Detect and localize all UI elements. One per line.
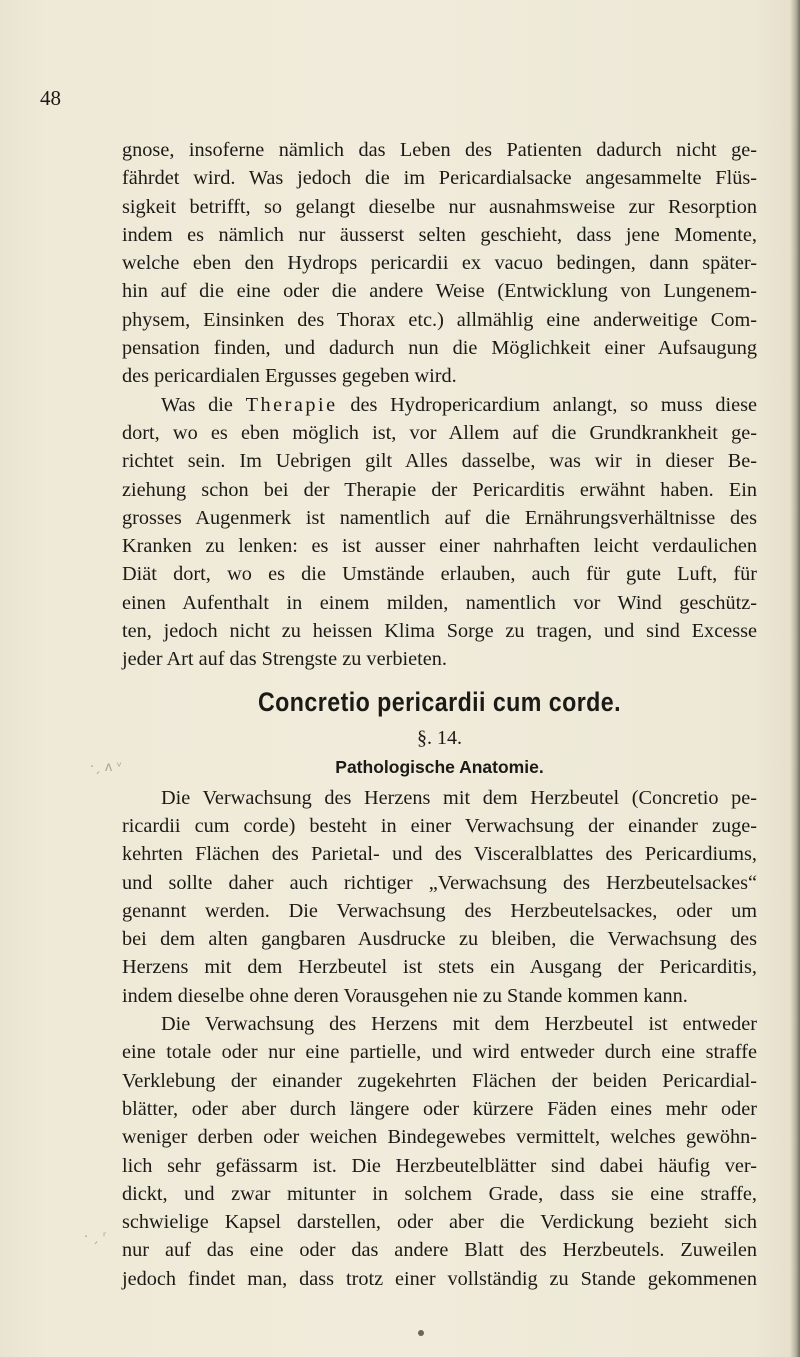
text-line: jedoch findet man, dass trotz einer vollständig zu Stande gekommenen (122, 1267, 757, 1290)
text-line: dickt, und zwar mitunter in solchem Grade, dass sie eine straffe, (122, 1182, 757, 1205)
text-line: Kranken zu lenken: es ist ausser einer nahrhaften leicht verdaulichen (122, 535, 757, 558)
text-line: dort, wo es eben möglich ist, vor Allem auf die Grundkrankheit ge- (122, 421, 757, 444)
margin-scribble: · ˏ ʳ (84, 1230, 107, 1245)
text-line: ten, jedoch nicht zu heissen Klima Sorge zu tragen, und sind Excesse (122, 620, 757, 643)
text-fragment: des Hydropericardium anlangt, so muss diese (337, 393, 757, 416)
subsection-heading: Pathologische Anatomie. (335, 756, 544, 777)
text-line: nur auf das eine oder das andere Blatt des Herzbeutels. Zuweilen (122, 1239, 757, 1262)
emphasized-term: Therapie (245, 393, 338, 416)
text-line: physem, Einsinken des Thorax etc.) allmählig eine anderweitige Com- (122, 308, 757, 331)
text-line: lich sehr gefässarm ist. Die Herzbeutelblätter sind dabei häufig ver- (122, 1154, 757, 1177)
text-line: ziehung schon bei der Therapie der Pericarditis erwähnt haben. Ein (122, 478, 757, 501)
text-line: schwielige Kapsel darstellen, oder aber die Verdickung bezieht sich (122, 1211, 757, 1234)
text-fragment: Was die (161, 393, 246, 416)
paragraph-3 (122, 784, 757, 1010)
section-heading: Concretio pericardii cum corde. (257, 686, 622, 717)
ink-dot (418, 1330, 424, 1336)
text-line: hin auf die eine oder die andere Weise (Entwicklung von Lungenem- (122, 280, 757, 303)
text-line: gnose, insoferne nämlich das Leben des Patienten dadurch nicht ge- (122, 139, 757, 161)
text-line: grosses Augenmerk ist namentlich auf die Ernährungsverhältnisse des (122, 506, 757, 529)
paragraph-4 (122, 1010, 757, 1293)
text-line: jeder Art auf das Strengste zu verbieten. (122, 648, 447, 671)
text-line: fährdet wird. Was jedoch die im Pericardialsacke angesammelte Flüs- (122, 167, 757, 190)
text-line: indem dieselbe ohne deren Vorausgehen nie zu Stande kommen kann. (122, 984, 688, 1007)
text-line: pensation finden, und dadurch nun die Möglichkeit einer Aufsaugung (122, 337, 757, 360)
text-line: einen Aufenthalt in einem milden, namentlich vor Wind geschütz- (122, 591, 757, 614)
text-line: welche eben den Hydrops pericardii ex vacuo bedingen, dann später- (122, 252, 757, 275)
text-body (122, 136, 757, 1293)
text-line: richtet sein. Im Uebrigen gilt Alles dasselbe, was wir in dieser Be- (122, 450, 757, 473)
text-line: sigkeit betrifft, so gelangt dieselbe nur ausnahmsweise zur Resorption (122, 195, 757, 218)
text-line: bei dem alten gangbaren Ausdrucke zu bleiben, die Verwachsung des (122, 928, 757, 951)
page-edge-shadow (790, 0, 800, 1357)
text-line: und sollte daher auch richtiger „Verwachsung des Herzbeutelsackes“ (122, 871, 757, 894)
text-line: Verklebung der einander zugekehrten Flächen der beiden Pericardial- (122, 1069, 757, 1092)
text-line: Herzens mit dem Herzbeutel ist stets ein Ausgang der Pericarditis, (122, 956, 757, 979)
text-line: weniger derben oder weichen Bindegewebes vermittelt, welches gewöhn- (122, 1126, 757, 1149)
text-line: Die Verwachsung des Herzens mit dem Herzbeutel ist entweder (161, 1013, 757, 1036)
margin-scribble: ·ˏ ʌ ᵛ (90, 760, 123, 775)
paragraph-1 (122, 136, 757, 391)
page-number: 48 (40, 86, 61, 110)
text-line: indem es nämlich nur äusserst selten geschieht, dass jene Momente, (122, 223, 757, 246)
text-line (122, 391, 757, 419)
text-line: blätter, oder aber durch längere oder kürzere Fäden eines mehr oder (122, 1097, 757, 1120)
text-line: eine totale oder nur eine partielle, und wird entweder durch eine straffe (122, 1041, 757, 1064)
text-line: ricardii cum corde) besteht in einer Verwachsung der einander zuge- (122, 814, 757, 837)
text-line: kehrten Flächen des Parietal- und des Visceralblattes des Pericardiums, (122, 843, 757, 866)
paragraph-2 (122, 391, 757, 674)
section-number: §. 14. (417, 726, 462, 749)
text-line: Die Verwachsung des Herzens mit dem Herzbeutel (Concretio pe- (161, 786, 757, 809)
text-line: des pericardialen Ergusses gegeben wird. (122, 365, 457, 388)
text-line: genannt werden. Die Verwachsung des Herzbeutelsackes, oder um (122, 899, 757, 922)
text-line: Diät dort, wo es die Umstände erlauben, auch für gute Luft, für (122, 563, 757, 586)
